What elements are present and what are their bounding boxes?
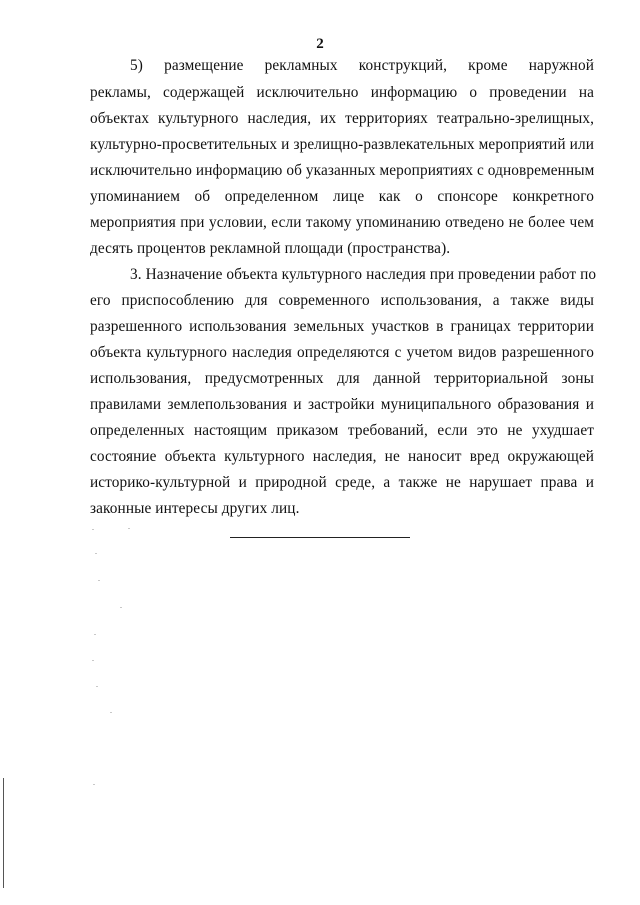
paragraph-1-line-3: объектах культурного наследия, их территориях театрально-зрелищных,: [90, 110, 594, 127]
paragraph-1-line-7: мероприятия при условии, если такому упоминанию отведено не более чем: [90, 214, 594, 231]
paragraph-2-line-9: историко-культурной и природной среде, а также не нарушает права и: [90, 474, 594, 491]
paragraph-1-line-2: рекламы, содержащей исключительно информацию о проведении на: [90, 84, 594, 101]
scan-speck: [95, 553, 97, 554]
paragraph-2-line-3: разрешенного использования земельных участков в границах территории: [90, 318, 594, 335]
scan-speck: [120, 607, 122, 608]
scan-speck: [110, 712, 112, 713]
closing-rule: [230, 537, 410, 538]
scan-speck: [92, 660, 94, 661]
paragraph-2-line-10: законные интересы других лиц.: [90, 500, 300, 517]
paragraph-2-line-6: правилами землепользования и застройки муниципального образования и: [90, 396, 594, 413]
scan-speck: [98, 580, 100, 581]
scan-speck: [92, 529, 94, 530]
paragraph-2-line-7: определенных настоящим приказом требований, если это не ухудшает: [90, 422, 594, 439]
paragraph-2-line-4: объекта культурного наследия определяются с учетом видов разрешенного: [90, 344, 594, 361]
paragraph-1-line-1: 5) размещение рекламных конструкций, кроме наружной: [130, 57, 594, 74]
scan-speck: [93, 784, 95, 785]
paragraph-1-line-8: десять процентов рекламной площади (пространства).: [90, 240, 451, 257]
paragraph-1-line-5: исключительно информацию об указанных мероприятиях с одновременным: [90, 162, 595, 179]
paragraph-1-line-4: культурно-просветительных и зрелищно-развлекательных мероприятий или: [90, 136, 594, 153]
paragraph-2-line-5: использования, предусмотренных для данной территориальной зоны: [90, 370, 594, 387]
paragraph-2-line-2: его приспособлению для современного использования, а также виды: [90, 292, 594, 309]
scan-speck: [128, 528, 130, 529]
scan-speck: [94, 634, 96, 635]
paragraph-1-line-6: упоминанием об определенном лице как о спонсоре конкретного: [90, 188, 594, 205]
scan-edge: [3, 778, 4, 888]
paragraph-2-line-8: состояние объекта культурного наследия, не наносит вред окружающей: [90, 448, 594, 465]
scan-speck: [96, 686, 98, 687]
paragraph-2-line-1: 3. Назначение объекта культурного наследия при проведении работ по: [130, 266, 597, 283]
page-number: 2: [316, 36, 324, 52]
